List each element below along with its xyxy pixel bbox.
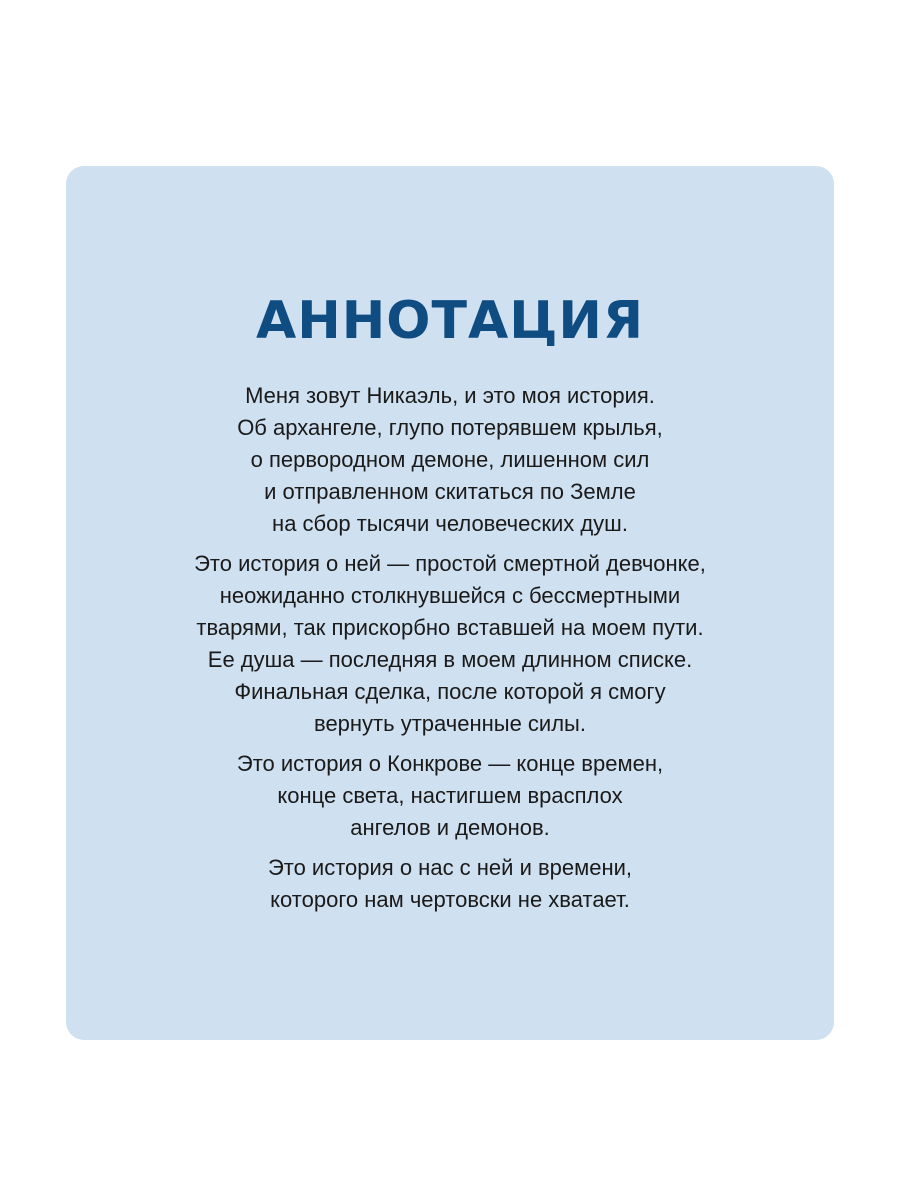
annotation-body <box>0 380 900 924</box>
text-line: Это история о ней — простой смертной девчонке, <box>194 551 706 576</box>
text-line: и отправленном скитаться по Земле <box>264 479 636 504</box>
text-line: на сбор тысячи человеческих душ. <box>272 511 628 536</box>
paragraph-4 <box>0 852 900 916</box>
text-line: Финальная сделка, после которой я смогу <box>234 679 666 704</box>
text-line: о первородном демоне, лишенном сил <box>250 447 650 472</box>
text-line: тварями, так прискорбно вставшей на моем пути. <box>196 615 704 640</box>
paragraph-3 <box>0 748 900 844</box>
text-line: Об архангеле, глупо потерявшем крылья, <box>237 415 663 440</box>
text-line: неожиданно столкнувшейся с бессмертными <box>219 583 681 608</box>
text-line: Это история о Конкрове — конце времен, <box>236 751 664 776</box>
text-line: вернуть утраченные силы. <box>314 711 586 736</box>
annotation-title: АННОТАЦИЯ <box>255 291 644 351</box>
text-line: Меня зовут Никаэль, и это моя история. <box>245 383 655 408</box>
paragraph-2 <box>0 548 900 740</box>
text-line: которого нам чертовски не хватает. <box>270 887 630 912</box>
text-line: Ее душа — последняя в моем длинном списке. <box>207 647 693 672</box>
text-line: Это история о нас с ней и времени, <box>267 855 633 880</box>
text-line: ангелов и демонов. <box>350 815 550 840</box>
text-line: конце света, настигшем врасплох <box>277 783 623 808</box>
paragraph-1 <box>0 380 900 540</box>
